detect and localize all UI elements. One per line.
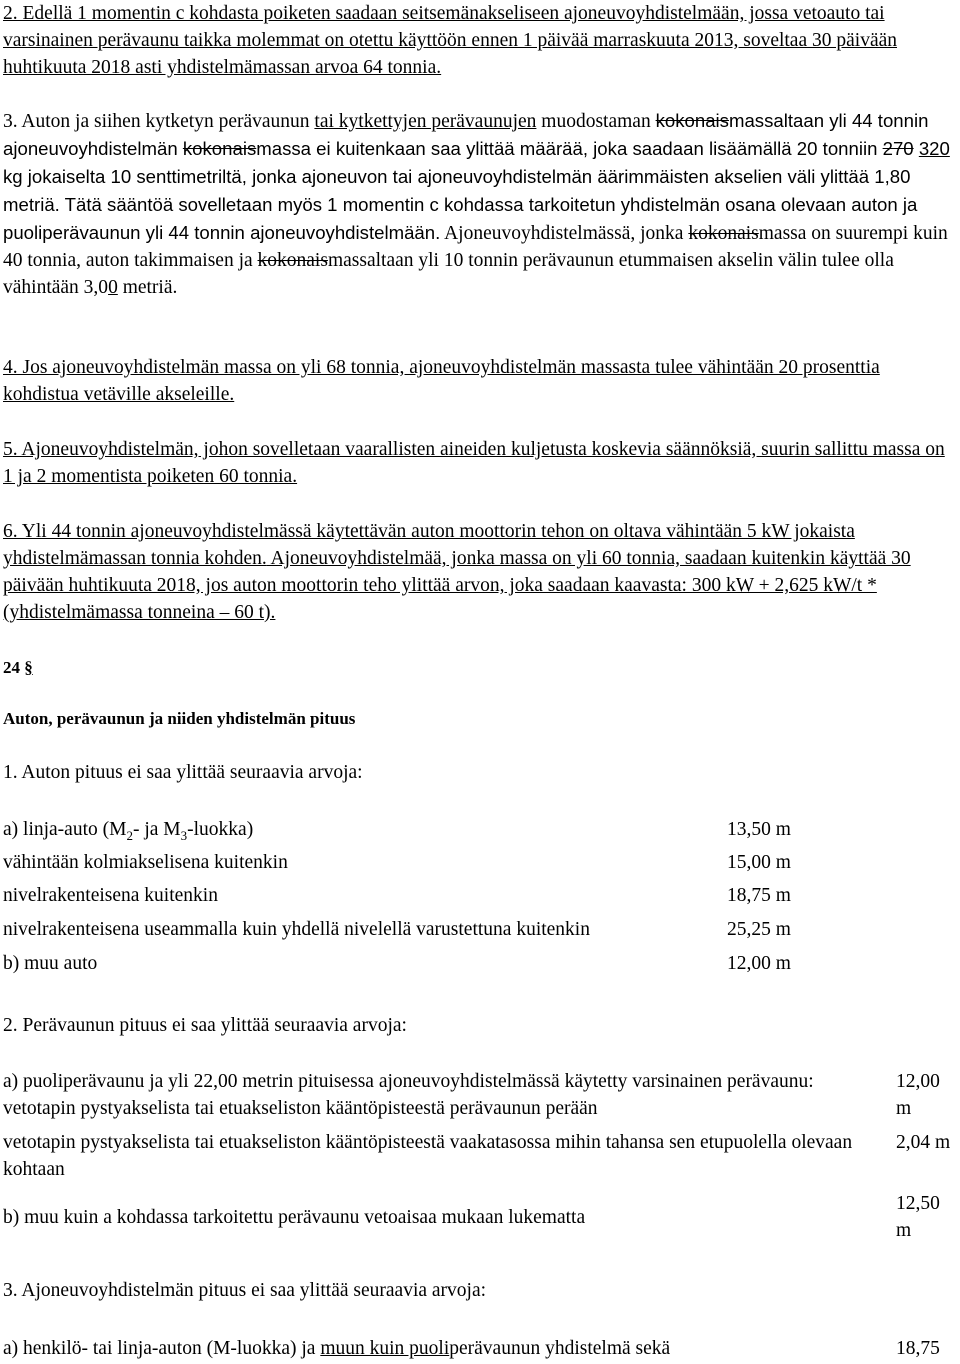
table1-value: 13,50 m <box>727 819 791 840</box>
table2-label: vetotapin pystyakselista tai etuakseliston kääntöpisteestä vaakatasossa mihin tahansa sen etupuolella olevaan kohtaan <box>3 1132 853 1180</box>
table3-row-1 <box>3 1335 957 1362</box>
table3-label: a) henkilö- tai linja-auton (M-luokka) ja muun kuin puoliperävaunun yhdistelmä sekä <box>3 1338 671 1359</box>
paragraph-3 <box>3 107 957 301</box>
table2-value: 12,50 m <box>896 1193 940 1241</box>
moment-1-intro: 1. Auton pituus ei saa ylittää seuraavia arvoja: <box>3 762 363 783</box>
moment-2-intro: 2. Perävaunun pituus ei saa ylittää seuraavia arvoja: <box>3 1015 407 1036</box>
table2-value: 2,04 m <box>896 1132 951 1153</box>
table1-row-1 <box>3 816 957 843</box>
paragraph-4 <box>3 354 957 408</box>
table1-label: nivelrakenteisena useammalla kuin yhdellä nivelellä varustettuna kuitenkin <box>3 919 590 940</box>
paragraph-5 <box>3 436 957 490</box>
table2-row-1 <box>3 1068 957 1124</box>
table1-value: 25,25 m <box>727 919 791 940</box>
table2-row-3 <box>3 1190 957 1246</box>
paragraph-5-text: 5. Ajoneuvoyhdistelmän, johon sovelletaan vaarallisten aineiden kuljetusta koskevia säännöksiä, suurin sallittu massa on 1 ja 2 momentista poiketen 60 tonnia. <box>3 439 945 487</box>
paragraph-4-text: 4. Jos ajoneuvoyhdistelmän massa on yli 68 tonnia, ajoneuvoyhdistelmän massasta tulee vähintään 20 prosenttia kohdistua vetäville akseleille. <box>3 357 880 405</box>
table1-label: a) linja-auto ($M_2-$ ja $M_3-luokka$) <box>3 819 254 843</box>
table2-row-2 <box>3 1129 957 1185</box>
table2-label: a) puoliperävaunu ja yli 22,00 metrin pituisessa ajoneuvoyhdistelmässä käytetty varsinainen perävaunu: vetotapin pystyakselista tai etuakseliston kääntöpisteestä perävaunun perään <box>3 1071 814 1119</box>
section-title: Auton, perävaunun ja niiden yhdistelmän pituus <box>3 709 356 728</box>
table1-label: b) muu auto <box>3 953 98 974</box>
section-number: 24 § <box>3 658 33 677</box>
paragraph-3-text: 3. Auton ja siihen kytketyn perävaunun tai kytkettyjen perävaunujen muodostaman kokonaismassaltaan yli 44 tonnin ajoneuvoyhdistelmän kokonaismassa ei kuitenkaan saa ylittää määrää, joka saadaan lisäämällä 20 tonniin 270 320 kg jokaiselta 10 senttimetriltä, jonka ajoneuvon tai ajoneuvoyhdistelmän äärimmäisten akselien väli ylittää 1,80 metriä. Tätä sääntöä sovelletaan myös 1 momentin c kohdassa tarkoitetun yhdistelmän osana olevaan auton ja puoliperävaunun yli 44 tonnin ajoneuvoyhdistelmään. Ajoneuvoyhdistelmässä, jonka kokonaismassa on suurempi kuin 40 tonnia, auton takimmaisen ja kokonaismassaltaan yli 10 tonnin perävaunun etummaisen akselin välin tulee olla vähintään 3,00 metriä. <box>3 110 950 298</box>
table1-row-4 <box>3 916 957 943</box>
table1-value: 18,75 m <box>727 885 791 906</box>
table2-label: b) muu kuin a kohdassa tarkoitettu perävaunu vetoaisaa mukaan lukematta <box>3 1207 586 1228</box>
paragraph-6 <box>3 518 957 626</box>
table1-row-3 <box>3 882 957 909</box>
table1-label: vähintään kolmiakselisena kuitenkin <box>3 852 288 873</box>
table1-value: 15,00 m <box>727 852 791 873</box>
table3-value: 18,75 <box>896 1338 940 1359</box>
moment-3-intro: 3. Ajoneuvoyhdistelmän pituus ei saa ylittää seuraavia arvoja: <box>3 1280 487 1301</box>
table2-value: 12,00 m <box>896 1071 940 1119</box>
table1-row-5 <box>3 950 957 977</box>
paragraph-2 <box>3 0 957 81</box>
paragraph-6-text: 6. Yli 44 tonnin ajoneuvoyhdistelmässä käytettävän auton moottorin tehon on oltava vähintään 5 kW jokaista yhdistelmämassan tonnia kohden. Ajoneuvoyhdistelmää, jonka massa on yli 60 tonnia, saadaan kuitenkin käyttää 30 päivään huhtikuuta 2018, jos auton moottorin teho ylittää arvon, joka saadaan kaavasta: 300 kW + 2,625 kW/t * (yhdistelmämassa tonneina – 60 t). <box>3 521 911 623</box>
table1-value: 12,00 m <box>727 953 791 974</box>
paragraph-2-text: 2. Edellä 1 momentin c kohdasta poiketen saadaan seitsemänakseliseen ajoneuvoyhdistelmään, jossa vetoauto tai varsinainen perävaunu taikka molemmat on otettu käyttöön ennen 1 päivää marraskuuta 2013, soveltaa 30 päivään huhtikuuta 2018 asti yhdistelmämassan arvoa 64 tonnia. <box>3 3 898 78</box>
table1-row-2 <box>3 849 957 876</box>
section-symbol: § <box>24 658 33 677</box>
table1-label: nivelrakenteisena kuitenkin <box>3 885 218 906</box>
